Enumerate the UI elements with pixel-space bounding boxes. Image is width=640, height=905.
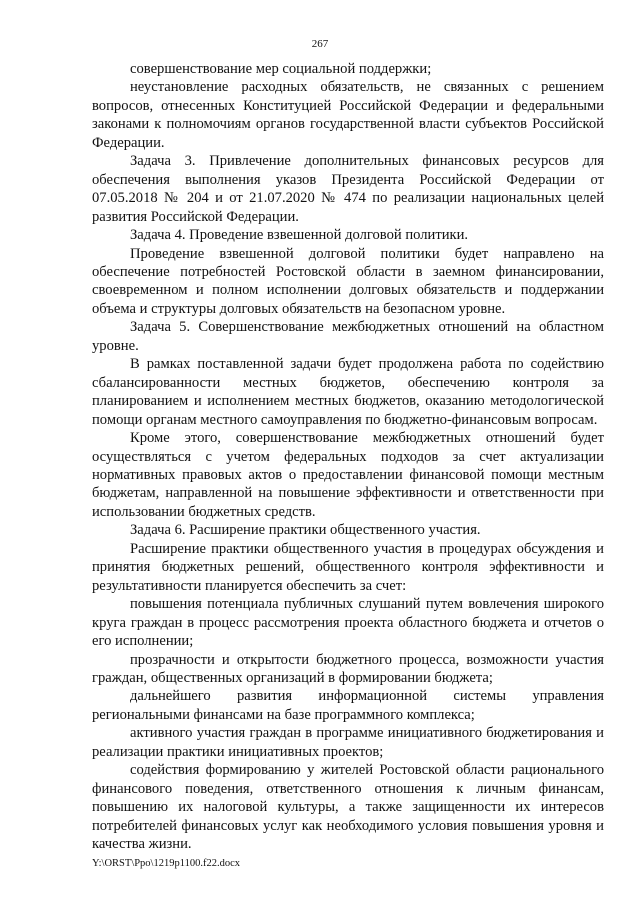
- paragraph: Задача 5. Совершенствование межбюджетных отношений на областном уровне.: [92, 319, 604, 354]
- paragraph: совершенствование мер социальной поддержки;: [130, 61, 432, 77]
- page-number: 267: [311, 38, 329, 50]
- paragraph: Расширение практики общественного участия в процедурах обсуждения и принятия бюджетных решений, общественного контроля эффективности и результативности планируется обеспечить за счет:: [92, 540, 604, 594]
- paragraph: Кроме этого, совершенствование межбюджетных отношений будет осуществляться с учетом федеральных подходов за счет актуализации нормативных правовых актов о предоставлении финансовой помощи местным бюджетам, направленной на повышение эффективности и ответственности при использовании бюджетных средств.: [92, 430, 604, 520]
- paragraph: содействия формированию у жителей Ростовской области рационального финансового поведения, ответственного отношения к личным финансам, повышению их налоговой культуры, а также защищенности их интересов потребителей финансовых услуг как необходимого условия повышения уровня и качества жизни.: [92, 762, 604, 853]
- document-body: [92, 60, 604, 853]
- footer-file-path: Y:\ORST\Ppo\1219p1100.f22.docx: [92, 858, 240, 869]
- paragraph: Задача 3. Привлечение дополнительных финансовых ресурсов для обеспечения выполнения указов Президента Российской Федерации от 07.05.2018 № 204 и от 21.07.2020 № 474 по реализации национальных целей развития Российской Федерации.: [92, 153, 604, 225]
- paragraph: повышения потенциала публичных слушаний путем вовлечения широкого круга граждан в процесс рассмотрения проекта областного бюджета и отчетов о его исполнении;: [92, 596, 604, 650]
- paragraph: активного участия граждан в программе инициативного бюджетирования и реализации практики инициативных проектов;: [92, 725, 604, 760]
- paragraph: неустановление расходных обязательств, не связанных с решением вопросов, отнесенных Конституцией Российской Федерации и федеральными законами к полномочиям органов государственной власти субъектов Российской Федерации.: [92, 79, 604, 151]
- paragraph: В рамках поставленной задачи будет продолжена работа по содействию сбалансированности местных бюджетов, обеспечению контроля за планированием и исполнением местных бюджетов, оказанию методологической помощи органам местного самоуправления по бюджетно-финансовым вопросам.: [92, 356, 604, 428]
- paragraph: прозрачности и открытости бюджетного процесса, возможности участия граждан, общественных организаций в формировании бюджета;: [92, 651, 604, 686]
- paragraph: Задача 4. Проведение взвешенной долговой политики.: [130, 227, 469, 244]
- paragraph: Задача 6. Расширение практики общественного участия.: [130, 522, 481, 539]
- paragraph: Проведение взвешенной долговой политики будет направлено на обеспечение потребностей Ростовской области в заемном финансировании, своевременном и полном исполнении долговых обязательств и поддержании объема и структуры долговых обязательств на безопасном уровне.: [92, 245, 604, 317]
- paragraph: дальнейшего развития информационной системы управления региональными финансами на базе программного комплекса;: [92, 688, 604, 723]
